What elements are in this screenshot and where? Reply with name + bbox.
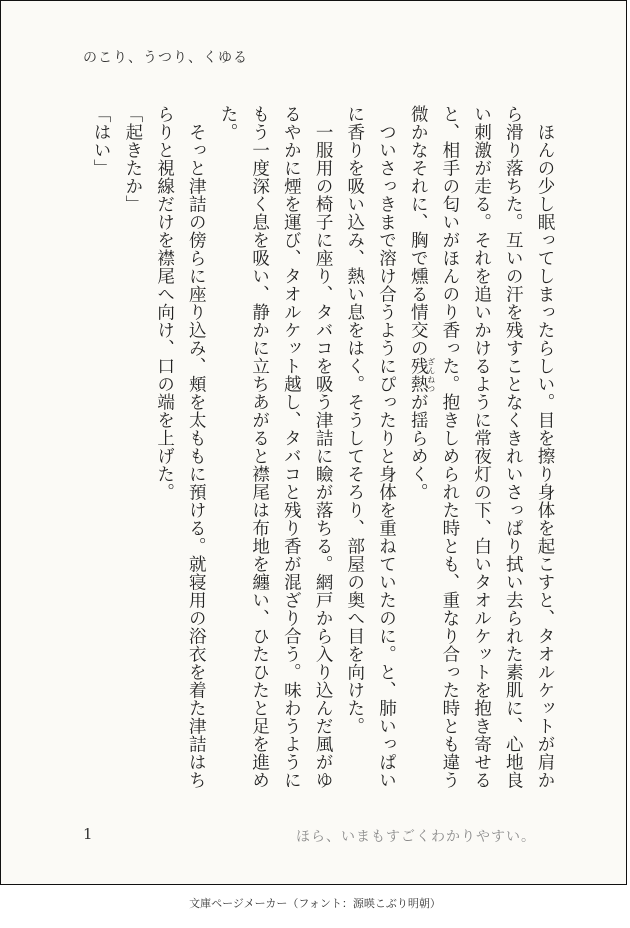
dialogue-line-1: 「起きたか」 [122,105,143,213]
ruby-reading: ざんねつ [426,357,436,393]
paragraph-2: ついさっきまで溶け合うようにぴったりと身体を重ねていたのに。と、肺いっぱいに香りを吸い込み、熱い息をはく。そうしてそろり、部屋の奥へ目を向けた。 [344,105,397,789]
bottom-note: ほら、いまもすごくわかりやすい。 [296,829,536,845]
paragraph-1-end: が揺らめく。 [408,393,429,501]
vertical-body-text [84,105,560,805]
paragraph-1-text: ほんの少し眠ってしまったらしい。目を擦り身体を起こすと、タオルケットが肩から滑り落ちた。互いの汗を残すことなくきれいさっぱり拭い去られた素肌に、心地良い刺激が走る。それを追いかけるように常夜灯の下、白いタオルケットを抱き寄せると、相手の匂いがほんのり香った。抱きしめられた時とも、重なり合った時とも違う微かなそれに、胸で燻る情交の [408,105,555,789]
page-number: 1 [83,825,93,843]
paragraph-1 [401,105,560,805]
paragraph-3: 一服用の椅子に座り、タバコを吸う津詰に瞼が落ちる。網戸から入り込んだ風がゆるやかに煙を運び、タオルケット越し、タバコと残り香が混ざり合う。味わうようにもう一度深く息を吸い、静かに立ちあがると襟尾は布地を纏い、ひたひたと足を進めた。 [217,105,334,789]
ruby-base: 残熱 [408,357,429,393]
running-title: のこり、うつり、くゆる [83,50,248,66]
dialogue-line-2: 「はい」 [91,105,112,177]
generator-credit: 文庫ページメーカー（フォント：源暎こぶり明朝） [189,897,441,910]
ruby-word [408,357,436,393]
paragraph-4: そっと津詰の傍らに座り込み、頬を太ももに預ける。就寝用の浴衣を着た津詰はちらりと視線だけを襟尾へ向け、口の端を上げた。 [154,105,207,789]
